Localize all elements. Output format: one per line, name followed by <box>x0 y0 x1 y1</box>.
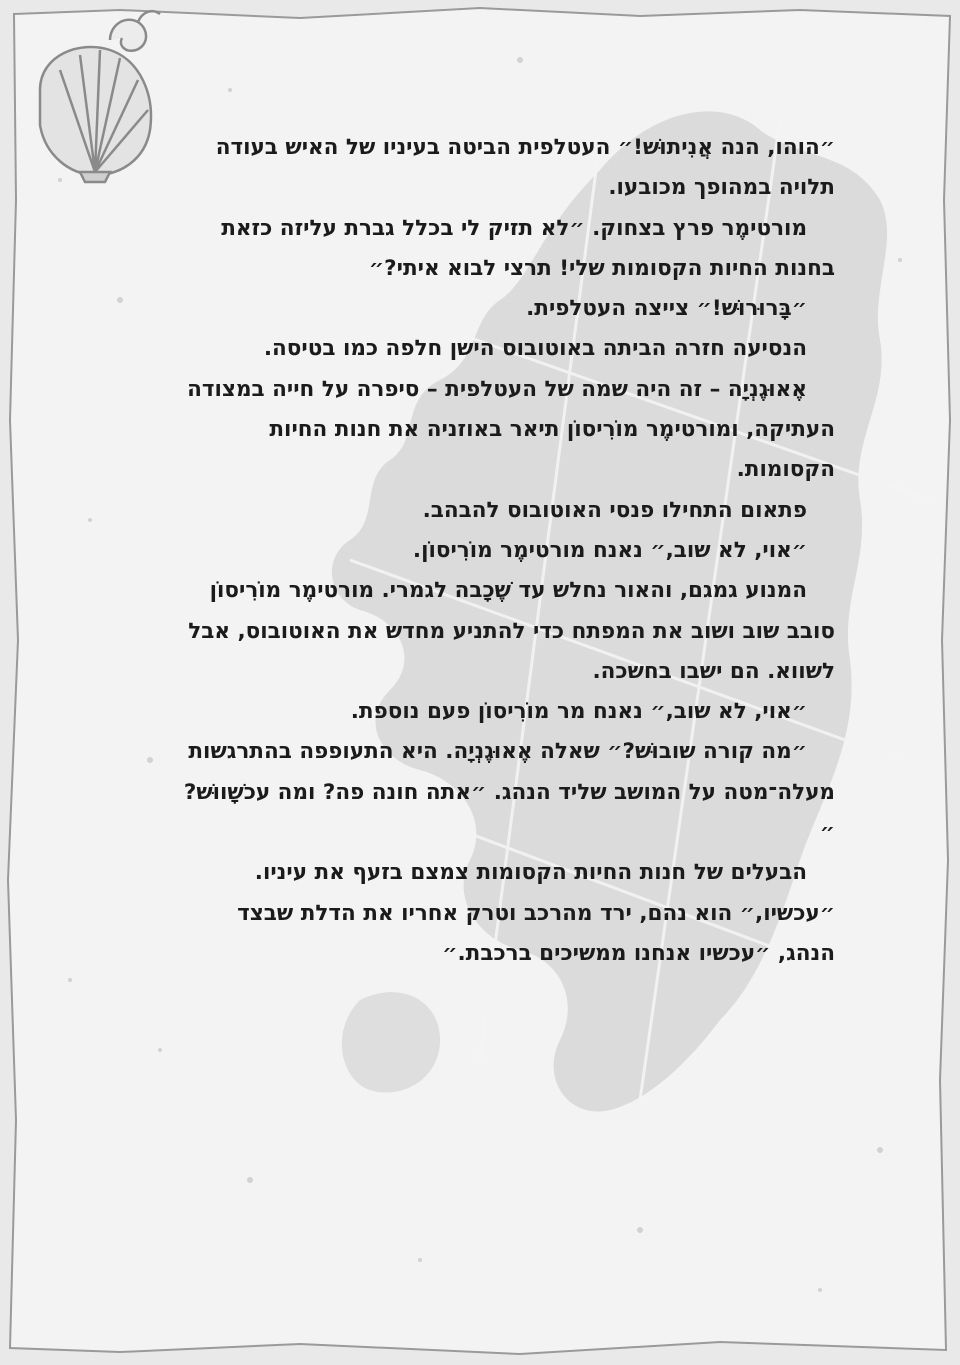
story-paragraph: מורטימֶר פרץ בצחוק. ״לא תזיק לי בכלל גברת עליזה כזאת בחנות החיות הקסומות שלי! תרצי לבוא איתי?״ <box>221 215 835 281</box>
story-paragraph: ״הוהו, הנה אֲנִיתוּשׁ!״ העטלפית הביטה בעיניו של האיש בעודה תלויה במהופך מכובעו. <box>215 135 835 201</box>
story-paragraph: המנוע גמגם, והאור נחלש עד שֶׁכָבה לגמרי. מורטימֶר מוֹרִיסוֹן סובב שוב ושוב את המפתח כדי להתניע מחדש את האוטובוס, אבל לשווא. הם ישבו בחשכה. <box>188 578 835 684</box>
story-paragraph: פתאום התחילו פנסי האוטובוס להבהב. <box>422 497 807 523</box>
story-paragraph: הנסיעה חזרה הביתה באוטובוס הישן חלפה כמו בטיסה. <box>263 336 807 362</box>
story-paragraph: הבעלים של חנות החיות הקסומות צמצם בזעף את עיניו. ״עכשיו,״ הוא נהם, ירד מהרכב וטרק אחריו את הדלת שבצד הנהג, ״עכשיו אנחנו ממשיכים ברכבת.״ <box>237 860 835 966</box>
story-text <box>180 128 835 974</box>
story-paragraph: ״אוי, לא שוב,״ נאנח מר מוֹרִיסוֹן פעם נוספת. <box>350 699 807 725</box>
story-paragraph: אֶאוּגֶנְיָה – זה היה שמה של העטלפית – סיפרה על חייה במצודה העתיקה, ומורטימֶר מוֹרִיסוֹן תיאר באוזניה את חנות החיות הקסומות. <box>187 376 835 483</box>
story-paragraph: ״מה קורה שובוּשׁ?״ שאלה אֶאוּגֶנְיָה. היא התעופפה בהתרגשות מעלה־מטה על המושב שליד הנהג. ״אתה חונה פה? ומה עכשָׁווּשׁ?״ <box>183 739 835 846</box>
story-paragraph: ״בָּרוּרוּשׁ!״ צייצה העטלפית. <box>526 296 807 322</box>
story-paragraph: ״אוי, לא שוב,״ נאנח מורטימֶר מוֹרִיסוֹן. <box>412 537 807 563</box>
